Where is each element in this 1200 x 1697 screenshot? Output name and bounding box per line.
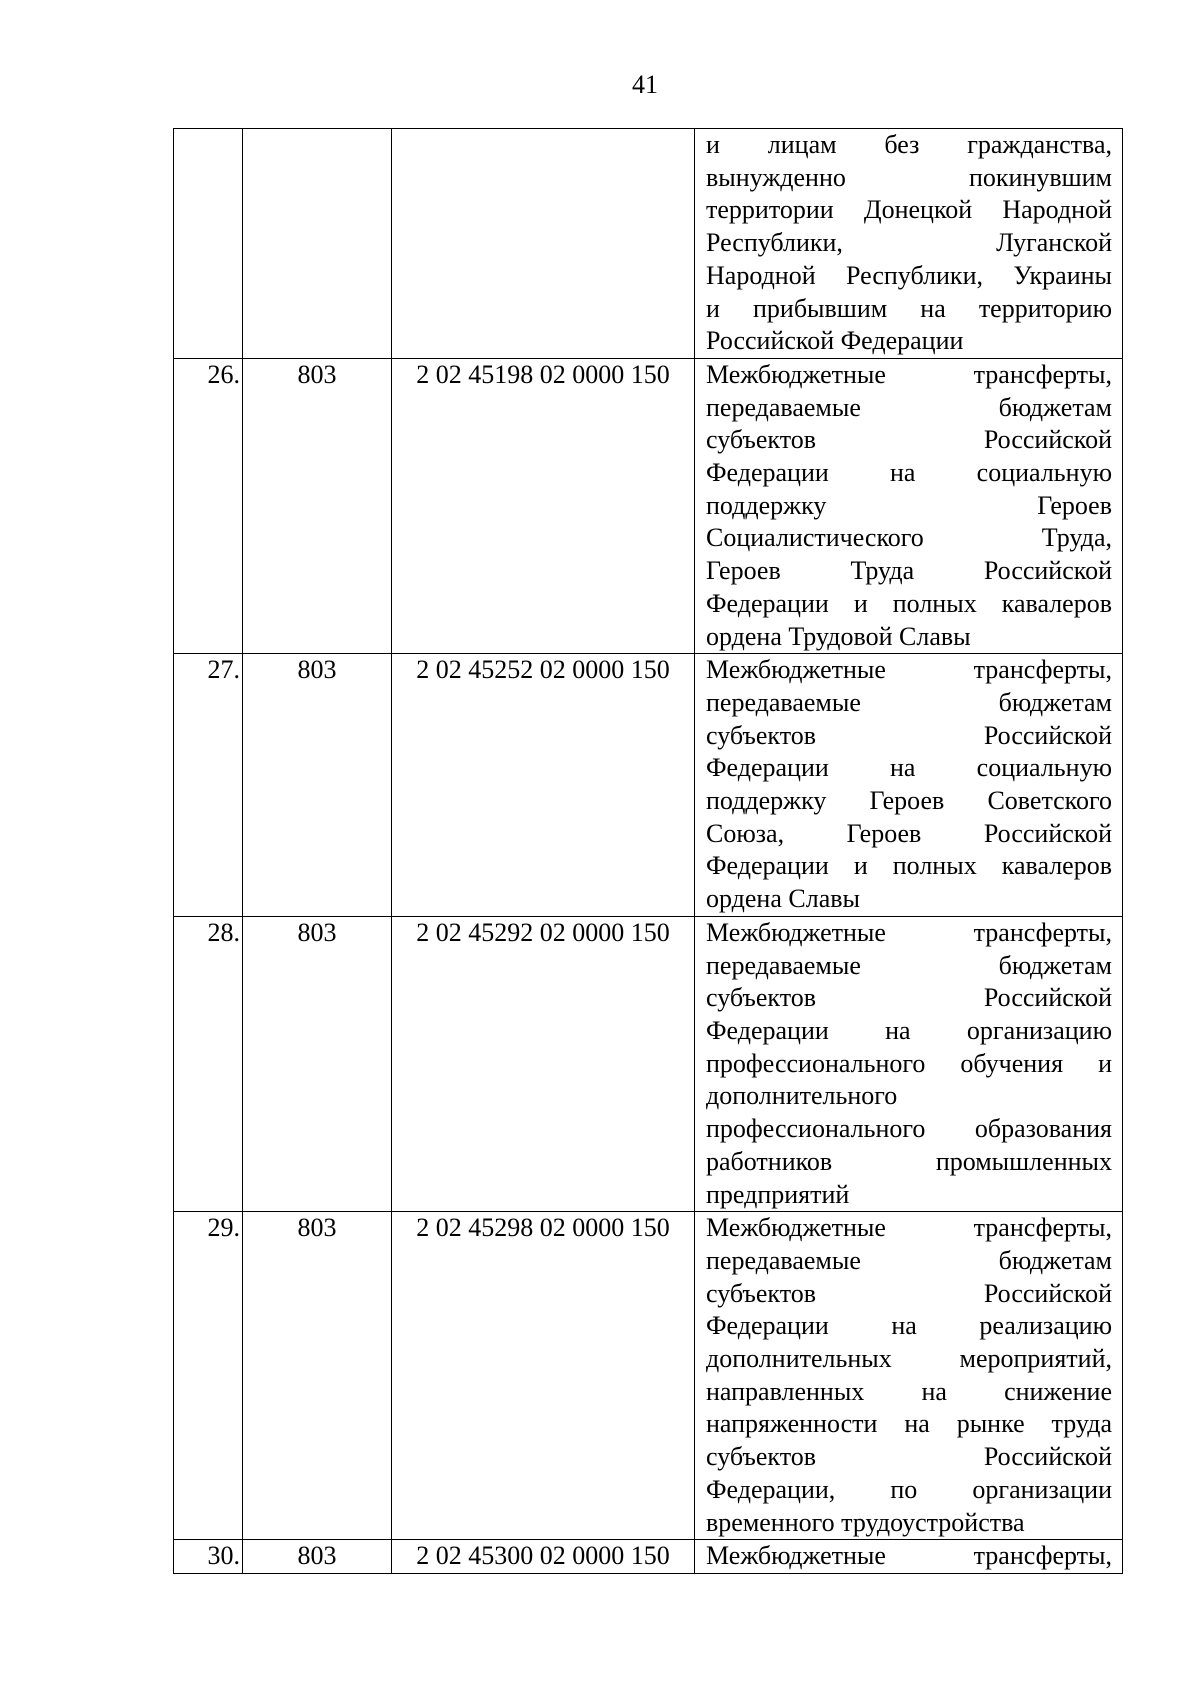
- page-number: 41: [632, 70, 658, 99]
- description-line: Народной Республики, Украины: [706, 260, 1112, 290]
- description-line: Межбюджетные трансферты,: [706, 655, 1112, 685]
- budget-classification-code: 2 02 45198 02 0000 150: [392, 358, 695, 653]
- table-row: [174, 129, 1123, 359]
- table-row: [174, 1212, 1123, 1540]
- administrator-code: 803: [243, 1540, 392, 1574]
- description-line: территории Донецкой Народной: [706, 195, 1112, 225]
- description-line: временного трудоустройства: [706, 1507, 1025, 1537]
- table-row: [174, 1540, 1123, 1574]
- budget-classification-code: 2 02 45292 02 0000 150: [392, 916, 695, 1211]
- description-line: Федерации, по организации: [706, 1474, 1112, 1504]
- description-line: Федерации и полных кавалеров: [706, 588, 1112, 618]
- budget-codes-table: [173, 128, 1123, 1574]
- description-line: профессионального образования: [706, 1114, 1112, 1144]
- description-line: дополнительных мероприятий,: [706, 1344, 1112, 1374]
- description-line: направленных на снижение: [706, 1376, 1112, 1406]
- description-line: Межбюджетные трансферты,: [706, 1541, 1112, 1571]
- description-line: субъектов Российской: [706, 425, 1112, 455]
- budget-classification-code: 2 02 45252 02 0000 150: [392, 654, 695, 917]
- description-line: передаваемые бюджетам: [706, 392, 1112, 422]
- description-line: Героев Труда Российской: [706, 556, 1112, 586]
- description-line: Социалистического Труда,: [706, 523, 1112, 553]
- administrator-code: 803: [243, 1212, 392, 1540]
- description-line: и лицам без гражданства,: [706, 130, 1112, 159]
- revenue-description: [695, 129, 1123, 359]
- description-line: ордена Трудовой Славы: [706, 621, 971, 651]
- revenue-description: [695, 358, 1123, 653]
- description-line: субъектов Российской: [706, 983, 1112, 1013]
- description-line: Республики, Луганской: [706, 228, 1112, 258]
- description-line: субъектов Российской: [706, 1278, 1112, 1308]
- description-line: поддержку Героев: [706, 490, 1112, 520]
- table-row: [174, 916, 1123, 1211]
- description-line: ордена Славы: [706, 884, 860, 914]
- administrator-code: [243, 129, 392, 359]
- description-line: субъектов Российской: [706, 1442, 1112, 1472]
- description-line: предприятий: [706, 1179, 850, 1209]
- description-line: передаваемые бюджетам: [706, 1245, 1112, 1275]
- description-line: передаваемые бюджетам: [706, 687, 1112, 717]
- description-line: Федерации на социальную: [706, 458, 1112, 488]
- revenue-description: [695, 1212, 1123, 1540]
- revenue-description: [695, 1540, 1123, 1574]
- table-row: [174, 654, 1123, 917]
- description-line: напряженности на рынке труда: [706, 1409, 1112, 1439]
- row-number: 27.: [174, 654, 243, 917]
- revenue-description: [695, 654, 1123, 917]
- administrator-code: 803: [243, 654, 392, 917]
- row-number: 26.: [174, 358, 243, 653]
- row-number: 28.: [174, 916, 243, 1211]
- table-row: [174, 358, 1123, 653]
- description-line: передаваемые бюджетам: [706, 950, 1112, 980]
- administrator-code: 803: [243, 916, 392, 1211]
- description-line: Федерации на реализацию: [706, 1311, 1112, 1341]
- description-line: Межбюджетные трансферты,: [706, 359, 1112, 389]
- description-line: Федерации и полных кавалеров: [706, 851, 1112, 881]
- description-line: и прибывшим на территорию: [706, 293, 1112, 323]
- description-line: поддержку Героев Советского: [706, 786, 1112, 816]
- description-line: Федерации на организацию: [706, 1015, 1112, 1045]
- description-line: профессионального обучения и: [706, 1048, 1112, 1078]
- budget-classification-code: 2 02 45298 02 0000 150: [392, 1212, 695, 1540]
- row-number: 30.: [174, 1540, 243, 1574]
- row-number: [174, 129, 243, 359]
- description-line: вынужденно покинувшим: [706, 162, 1112, 192]
- description-line: субъектов Российской: [706, 720, 1112, 750]
- revenue-description: [695, 916, 1123, 1211]
- description-line: Российской Федерации: [706, 326, 964, 356]
- description-line: дополнительного: [706, 1081, 898, 1111]
- description-line: работников промышленных: [706, 1146, 1112, 1176]
- description-line: Межбюджетные трансферты,: [706, 1213, 1112, 1243]
- budget-classification-code: 2 02 45300 02 0000 150: [392, 1540, 695, 1574]
- description-line: Федерации на социальную: [706, 753, 1112, 783]
- description-line: Союза, Героев Российской: [706, 818, 1112, 848]
- administrator-code: 803: [243, 358, 392, 653]
- row-number: 29.: [174, 1212, 243, 1540]
- description-line: Межбюджетные трансферты,: [706, 917, 1112, 947]
- budget-classification-code: [392, 129, 695, 359]
